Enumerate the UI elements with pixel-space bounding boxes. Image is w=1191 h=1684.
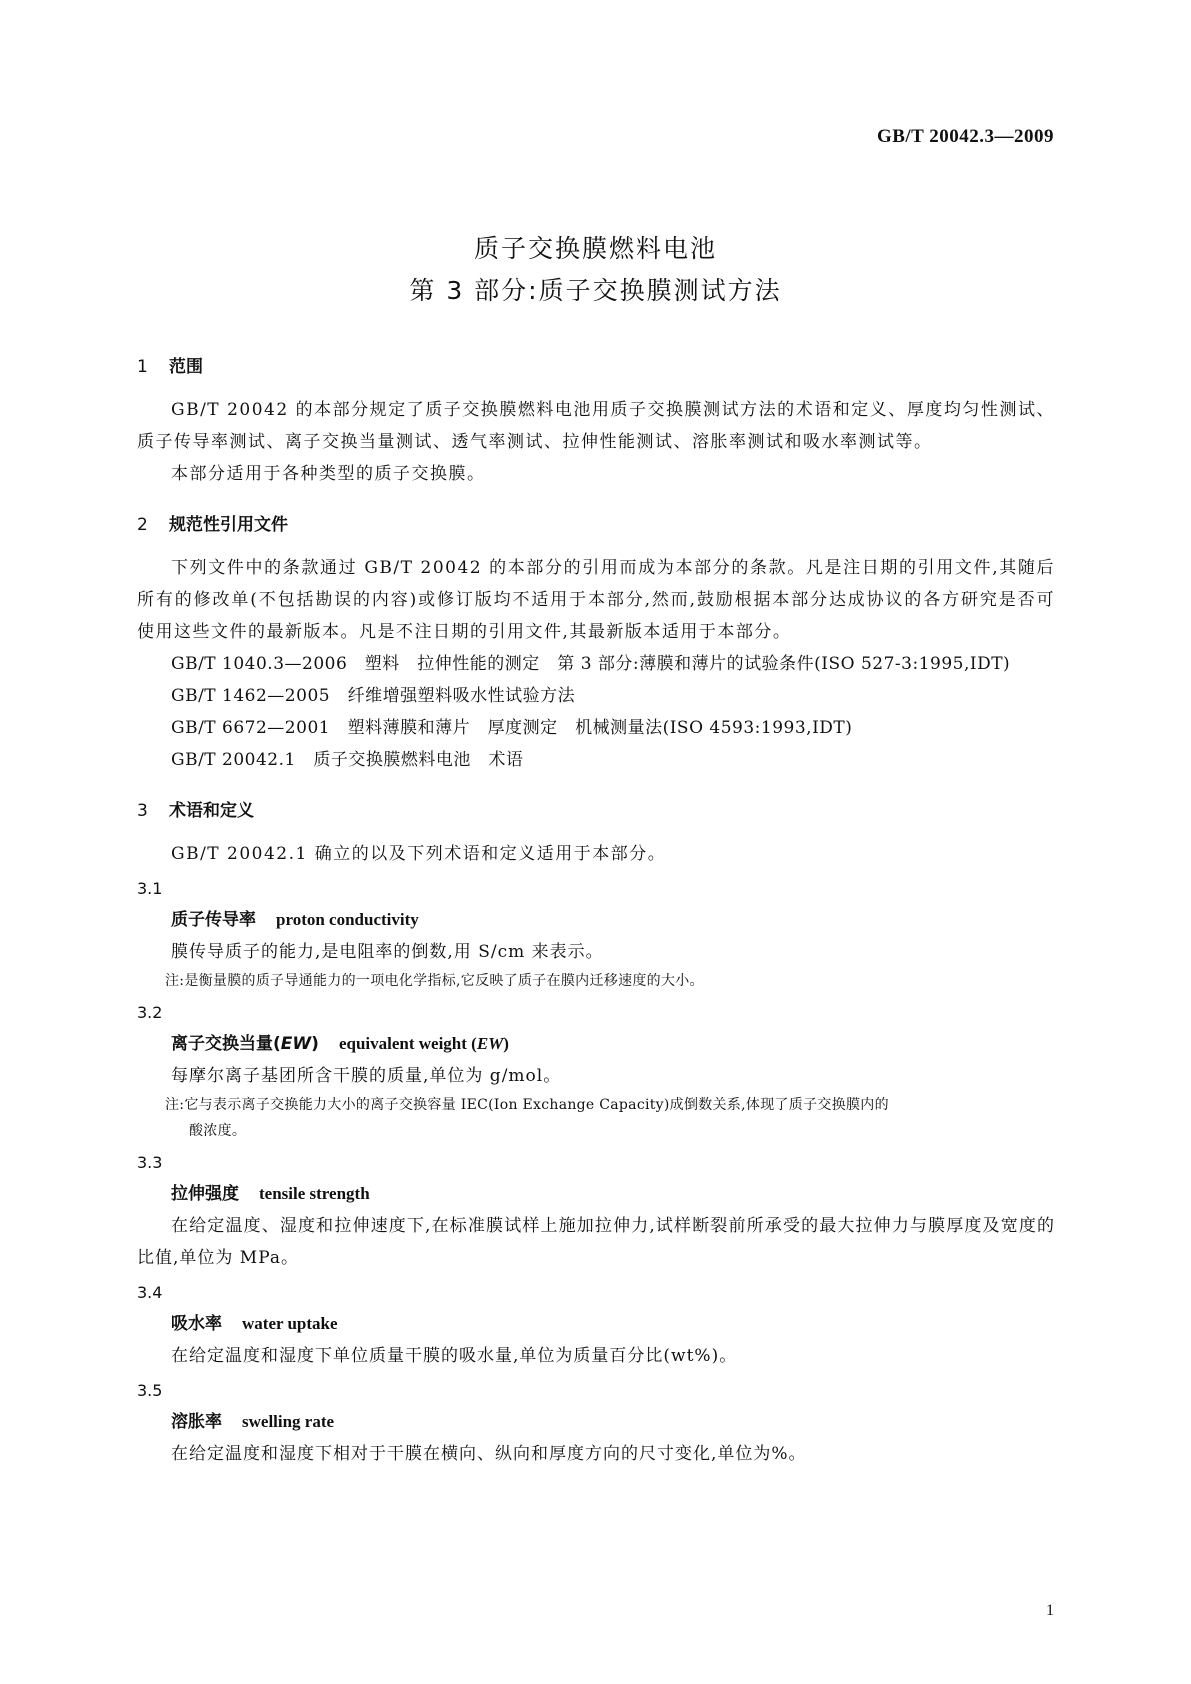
page-number: 1 — [1046, 1602, 1054, 1619]
term-abbr: EW — [280, 1034, 312, 1054]
term-paren: ) — [311, 1034, 319, 1054]
term-number: 3.3 — [137, 1153, 163, 1172]
term-abbr: EW — [476, 1034, 504, 1053]
term-definition: 每摩尔离子基团所含干膜的质量,单位为 g/mol。 — [171, 1066, 562, 1086]
term-zh — [171, 1034, 319, 1054]
term-definition: 膜传导质子的能力,是电阻率的倒数,用 S/cm 来表示。 — [171, 942, 604, 962]
term-en — [339, 1034, 509, 1053]
term-entry — [137, 1178, 1055, 1210]
section-number: 1 — [137, 357, 148, 377]
note-label: 注: — [165, 973, 185, 989]
term-number: 3.1 — [137, 879, 163, 898]
paragraph: 本部分适用于各种类型的质子交换膜。 — [171, 464, 486, 484]
term-en: proton conductivity — [276, 910, 419, 929]
note-label: 注: — [165, 1097, 185, 1113]
document-body — [137, 350, 1055, 1470]
term-note — [137, 968, 1055, 994]
term-definition: 在给定温度、湿度和拉伸速度下,在标准膜试样上施加拉伸力,试样断裂前所承受的最大拉伸力与膜厚度及宽度的比值,单位为 MPa。 — [137, 1216, 1055, 1268]
section-title: 范围 — [169, 357, 203, 377]
document-subtitle: 第 3 部分:质子交换膜测试方法 — [409, 276, 782, 305]
term-definition: 在给定温度和湿度下相对于干膜在横向、纵向和厚度方向的尺寸变化,单位为%。 — [171, 1444, 807, 1464]
reference-item: GB/T 20042.1 质子交换膜燃料电池 术语 — [171, 750, 524, 770]
term-number: 3.4 — [137, 1283, 163, 1302]
section-heading-terms-definitions — [137, 794, 1055, 828]
section-title: 术语和定义 — [169, 801, 254, 821]
note-text: 是衡量膜的质子导通能力的一项电化学指标,它反映了质子在膜内迁移速度的大小。 — [184, 973, 704, 989]
term-en: tensile strength — [259, 1184, 370, 1203]
term-en: swelling rate — [242, 1412, 335, 1431]
note-continuation: 酸浓度。 — [189, 1123, 247, 1139]
term-paren: ) — [503, 1034, 509, 1053]
section-title: 规范性引用文件 — [169, 515, 288, 535]
term-en-text: equivalent weight ( — [338, 1034, 477, 1053]
term-entry — [137, 1308, 1055, 1340]
term-entry — [137, 904, 1055, 936]
term-entry — [137, 1028, 1055, 1060]
paragraph: 下列文件中的条款通过 GB/T 20042 的本部分的引用而成为本部分的条款。凡是注日期的引用文件,其随后所有的修改单(不包括勘误的内容)或修订版均不适用于本部分,然而,鼓励根据本部分达成协议的各方研究是否可使用这些文件的最新版本。凡是不注日期的引用文件,其最新版本适用于本部分。 — [137, 558, 1055, 642]
paragraph: GB/T 20042.1 确立的以及下列术语和定义适用于本部分。 — [171, 844, 667, 864]
term-note — [137, 1092, 1055, 1144]
standard-code: GB/T 20042.3—2009 — [876, 126, 1054, 147]
term-number: 3.5 — [137, 1381, 163, 1400]
term-definition: 在给定温度和湿度下单位质量干膜的吸水量,单位为质量百分比(wt%)。 — [171, 1346, 738, 1366]
term-entry — [137, 1406, 1055, 1438]
section-number: 2 — [137, 515, 148, 535]
term-zh: 吸水率 — [171, 1314, 222, 1334]
term-zh-text: 离子交换当量( — [171, 1034, 281, 1054]
section-heading-scope — [137, 350, 1055, 384]
term-zh: 溶胀率 — [171, 1412, 222, 1432]
term-en: water uptake — [242, 1314, 338, 1333]
reference-item: GB/T 1462—2005 纤维增强塑料吸水性试验方法 — [171, 686, 576, 706]
term-zh: 拉伸强度 — [171, 1184, 239, 1204]
term-number: 3.2 — [137, 1003, 163, 1022]
reference-item: GB/T 6672—2001 塑料薄膜和薄片 厚度测定 机械测量法(ISO 4593:1993,IDT) — [171, 718, 853, 738]
term-zh: 质子传导率 — [171, 910, 256, 930]
section-number: 3 — [137, 801, 148, 821]
note-text: 它与表示离子交换能力大小的离子交换容量 IEC(Ion Exchange Capacity)成倒数关系,体现了质子交换膜内的 — [184, 1097, 889, 1113]
section-heading-normative-references — [137, 508, 1055, 542]
paragraph: GB/T 20042 的本部分规定了质子交换膜燃料电池用质子交换膜测试方法的术语和定义、厚度均匀性测试、质子传导率测试、离子交换当量测试、透气率测试、拉伸性能测试、溶胀率测试和吸水率测试等。 — [137, 400, 1055, 452]
document-title: 质子交换膜燃料电池 — [473, 234, 717, 263]
reference-item: GB/T 1040.3—2006 塑料 拉伸性能的测定 第 3 部分:薄膜和薄片的试验条件(ISO 527-3:1995,IDT) — [171, 654, 1011, 674]
